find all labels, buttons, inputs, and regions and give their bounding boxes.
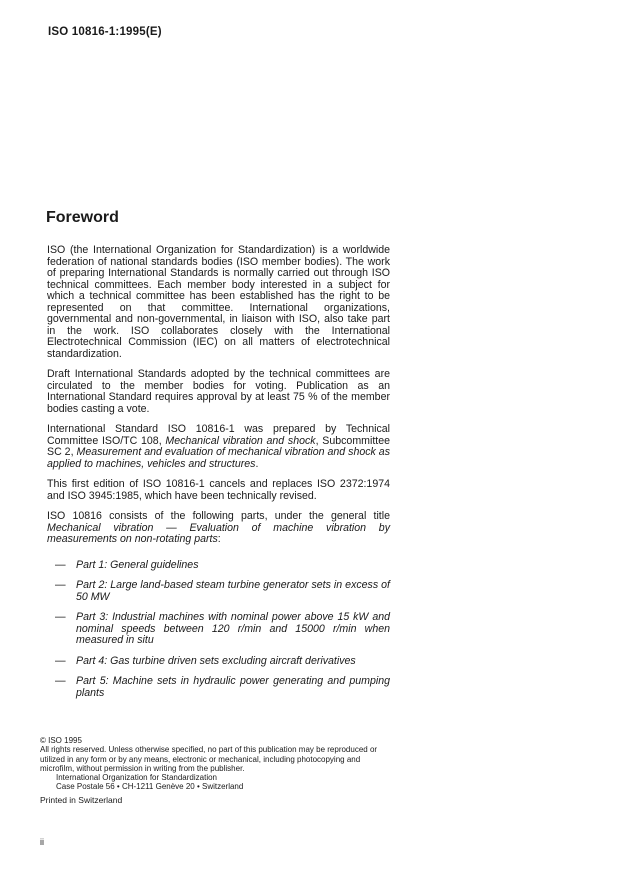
general-title: Mechanical vibration — Evaluation of machine vibration by measurements on non-rotating parts: [47, 521, 390, 545]
subcommittee-title: Measurement and evaluation of mechanical vibration and shock as applied to machines, vehicles and structures: [47, 446, 390, 470]
part-title: Part 2: Large land-based steam turbine generator sets in excess of 50 MW: [76, 579, 390, 603]
committee-text-2: , Subcommittee SC 2,: [47, 434, 390, 458]
copyright-block: [40, 736, 392, 805]
part-title: Part 5: Machine sets in hydraulic power generating and pumping plants: [76, 675, 390, 699]
paragraph-committee: [47, 424, 390, 470]
rights-notice: All rights reserved. Unless otherwise specified, no part of this publication may be reproduced or utilized in any form or by any means, electronic or mechanical, including photocopying and microfilm, without permission in writing from the publisher.: [40, 745, 378, 773]
copyright-line: © ISO 1995: [40, 736, 82, 745]
parts-intro-text: ISO 10816 consists of the following parts, under the general title: [47, 510, 390, 522]
paragraph-edition: This first edition of ISO 10816-1 cancels and replaces ISO 2372:1974 and ISO 3945:1985, which have been technically revised.: [47, 478, 390, 502]
committee-text-3: .: [255, 457, 259, 470]
paragraph-iso-intro: ISO (the International Organization for Standardization) is a worldwide federation of national standards bodies (ISO member bodies). The work of preparing International Standards is normally carried out through ISO technical committees. Each member body interested in a subject for which a technical committee has been established has the right to be represented on that committee. International organizations, governmental and non-governmental, in liaison with ISO, also take part in the work. ISO collaborates closely with the International Electrotechnical Commission (IEC) on all matters of electrotechnical standardization.: [47, 244, 390, 360]
parts-list: [47, 560, 390, 700]
paragraph-parts-intro: [47, 511, 390, 546]
dash-marker: —: [55, 579, 66, 591]
dash-marker: —: [55, 558, 66, 571]
foreword-body: [47, 245, 390, 708]
page-title: Foreword: [46, 209, 119, 226]
parts-intro-colon: :: [217, 533, 221, 545]
part-title: Part 1: General guidelines: [76, 558, 199, 571]
part-title: Part 4: Gas turbine driven sets excluding aircraft derivatives: [76, 654, 356, 667]
paragraph-draft-standards: Draft International Standards adopted by the technical committees are circulated to the member bodies for voting. Publication as an International Standard requires approval by at least 75 % of the member bodies casting a vote.: [47, 368, 390, 415]
list-item: [47, 560, 390, 572]
list-item: [47, 656, 390, 668]
part-title: Part 3: Industrial machines with nominal power above 15 kW and nominal speeds between 120 r/min and 15000 r/min when measured in situ: [76, 611, 390, 646]
list-item: [47, 612, 390, 647]
publisher-address: Case Postale 56 • CH-1211 Genève 20 • Switzerland: [56, 782, 244, 792]
dash-marker: —: [55, 611, 66, 623]
dash-marker: —: [55, 654, 66, 667]
page-number: ii: [40, 837, 44, 847]
publisher-name: International Organization for Standardization: [56, 773, 217, 783]
document-id: ISO 10816-1:1995(E): [48, 26, 162, 38]
dash-marker: —: [55, 675, 66, 687]
committee-title: Mechanical vibration and shock: [165, 434, 316, 447]
list-item: [47, 676, 390, 699]
committee-text-1: International Standard ISO 10816-1 was prepared by Technical Committee ISO/TC 108,: [47, 423, 390, 447]
list-item: [47, 580, 390, 603]
printed-in: Printed in Switzerland: [40, 794, 123, 805]
